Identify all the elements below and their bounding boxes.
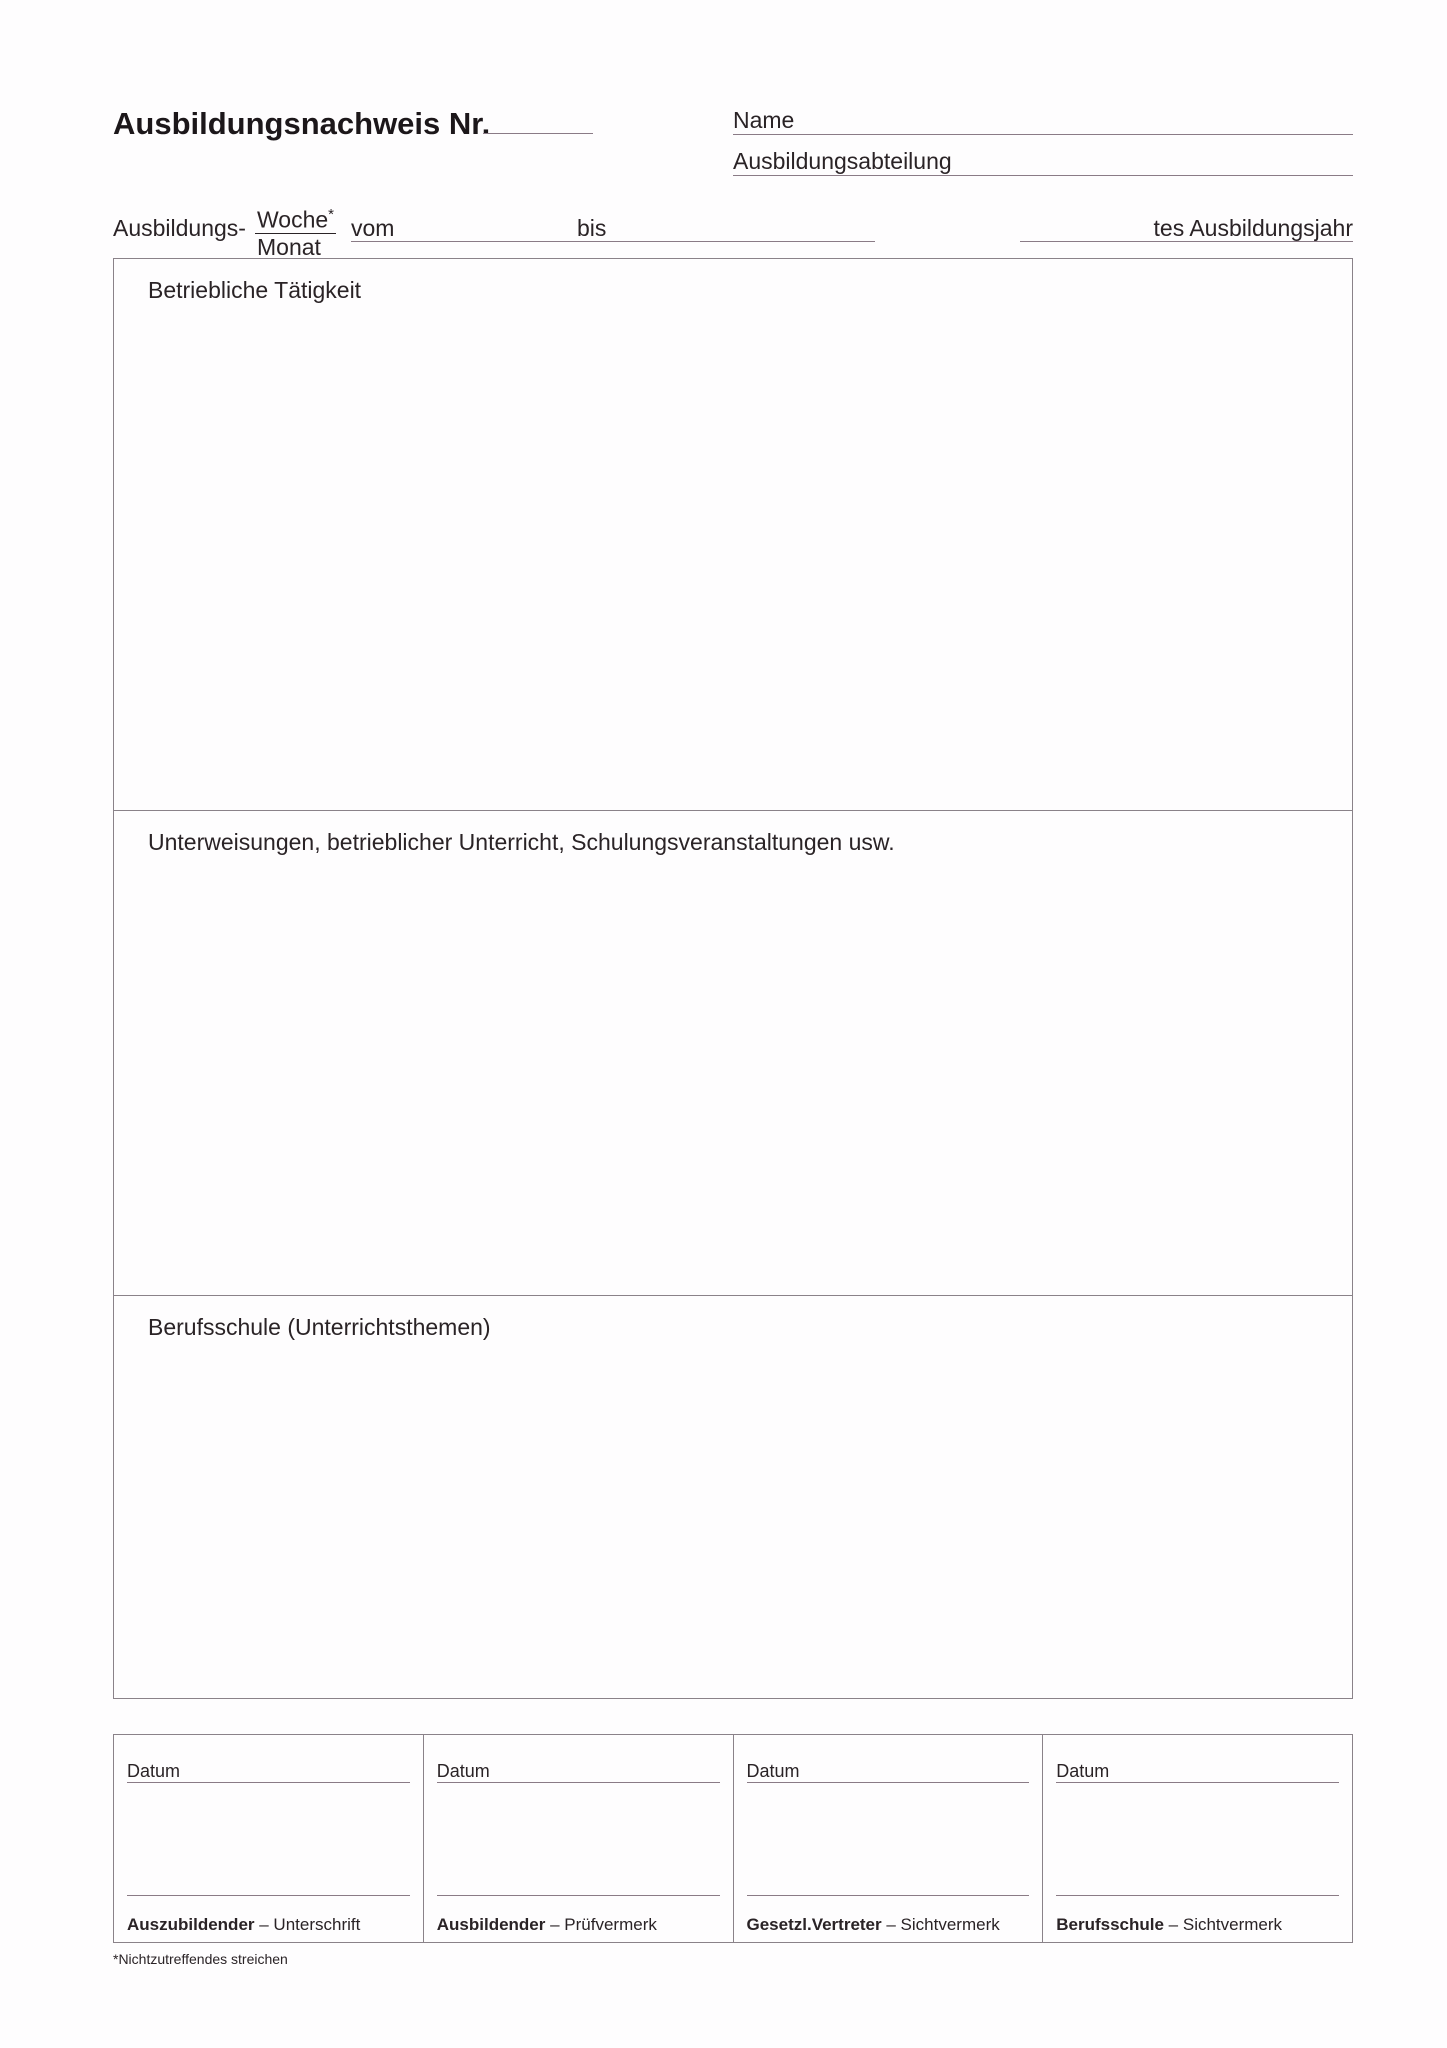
- footnote: *Nichtzutreffendes streichen: [113, 1951, 288, 1967]
- name-label: Name: [733, 107, 795, 133]
- signature-action: Sichtvermerk: [900, 1915, 1000, 1934]
- separator: –: [254, 1915, 274, 1934]
- signature-role: Berufsschule: [1056, 1915, 1164, 1934]
- signature-caption: [747, 1915, 1000, 1935]
- week-option[interactable]: [255, 203, 336, 234]
- signature-field[interactable]: [747, 1895, 1030, 1896]
- date-label: Datum: [1056, 1761, 1110, 1781]
- week-label: Woche: [257, 206, 329, 233]
- name-field[interactable]: [733, 134, 1353, 135]
- week-month-fraction: [255, 203, 335, 260]
- signature-action: Unterschrift: [273, 1915, 361, 1934]
- training-year-label: tes Ausbildungsjahr: [1153, 215, 1353, 241]
- separator: –: [881, 1915, 901, 1934]
- signature-role: Gesetzl.Vertreter: [746, 1915, 882, 1934]
- date-range-field[interactable]: [351, 241, 875, 242]
- week-footnote-marker: *: [328, 206, 335, 223]
- separator: –: [545, 1915, 565, 1934]
- section-heading: Unterweisungen, betrieblicher Unterricht, Schulungsveranstaltungen usw.: [148, 829, 895, 855]
- signature-role: Auszubildender: [127, 1915, 255, 1934]
- report-number-field[interactable]: [483, 133, 593, 134]
- separator: –: [1163, 1915, 1183, 1934]
- date-label: Datum: [436, 1761, 490, 1781]
- date-field[interactable]: [437, 1782, 720, 1783]
- date-field[interactable]: [747, 1782, 1030, 1783]
- form-title: Ausbildungsnachweis Nr.: [113, 106, 491, 141]
- signature-cell-vocational-school: [1043, 1735, 1352, 1942]
- date-field[interactable]: [1056, 1782, 1339, 1783]
- signature-caption: [127, 1915, 360, 1935]
- signature-cell-legal-representative: [734, 1735, 1044, 1942]
- section-operational-activity[interactable]: [113, 258, 1353, 811]
- signature-cell-trainer: [424, 1735, 734, 1942]
- section-heading: Betriebliche Tätigkeit: [148, 277, 362, 303]
- signature-caption: [437, 1915, 657, 1935]
- section-instruction[interactable]: [113, 811, 1353, 1296]
- from-label: vom: [351, 215, 395, 241]
- department-field[interactable]: [733, 175, 1353, 176]
- signature-field[interactable]: [1056, 1895, 1339, 1896]
- period-prefix-label: Ausbildungs-: [113, 215, 246, 241]
- signature-role: Ausbildender: [436, 1915, 546, 1934]
- signature-block: [113, 1734, 1353, 1943]
- date-field[interactable]: [127, 1782, 410, 1783]
- section-heading: Berufsschule (Unterrichtsthemen): [148, 1314, 491, 1340]
- department-label: Ausbildungsabteilung: [733, 148, 952, 174]
- signature-action: Sichtvermerk: [1182, 1915, 1283, 1934]
- signature-field[interactable]: [437, 1895, 720, 1896]
- to-label: bis: [577, 215, 607, 241]
- date-label: Datum: [127, 1761, 181, 1781]
- date-label: Datum: [746, 1761, 800, 1781]
- signature-field[interactable]: [127, 1895, 410, 1896]
- month-option[interactable]: Monat: [257, 233, 321, 260]
- section-vocational-school[interactable]: [113, 1296, 1353, 1699]
- signature-cell-trainee: [114, 1735, 424, 1942]
- signature-caption: [1056, 1915, 1282, 1935]
- signature-action: Prüfvermerk: [564, 1915, 657, 1934]
